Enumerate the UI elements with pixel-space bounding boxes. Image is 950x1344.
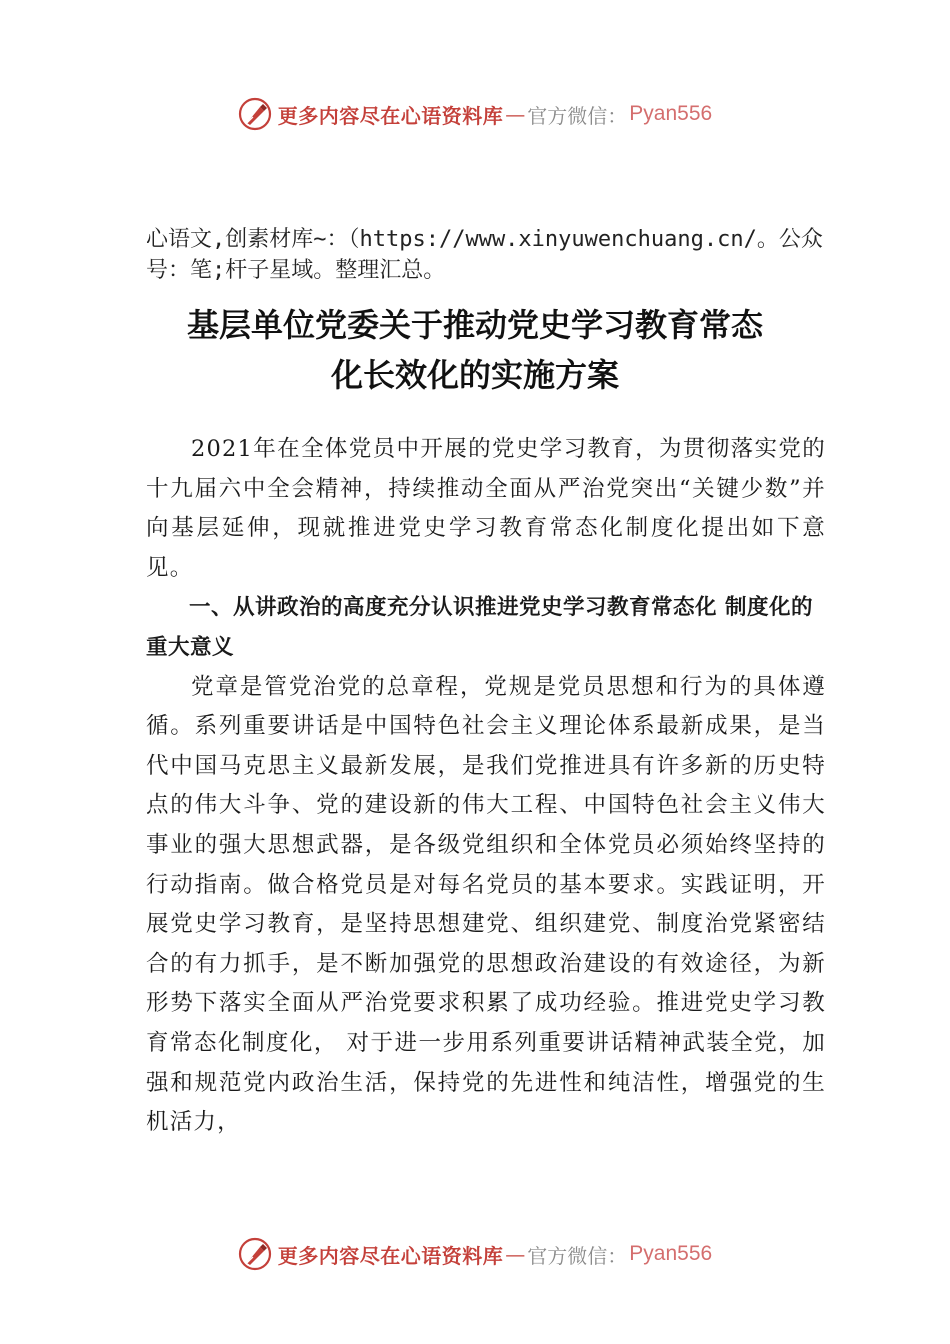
banner-separator: —: [505, 1242, 526, 1266]
banner-wechat-label: 官方微信：: [527, 1243, 628, 1268]
banner-wechat-id: Pyan556: [629, 102, 713, 125]
document-body: [146, 430, 826, 1143]
section-1-heading: 一、从讲政治的高度充分认识推进党史学习教育常态化 制度化的重大意义: [146, 595, 813, 660]
title-line-2: 化长效化的实施方案: [330, 356, 619, 394]
footer-watermark-banner: [0, 1234, 950, 1274]
banner-wechat-id: Pyan556: [629, 1242, 713, 1265]
title-line-1: 基层单位党委关于推动党史学习教育常态: [186, 306, 763, 344]
header-watermark-banner: [0, 94, 950, 134]
pen-nib-logo-icon: [238, 97, 272, 131]
pen-nib-logo-icon: [238, 1237, 272, 1271]
banner-brand-text: 更多内容尽在心语资料库: [277, 1243, 504, 1268]
section-1-paragraph: 党章是管党治党的总章程，党规是党员思想和行为的具体遵循。系列重要讲话是中国特色社会主义理论体系最新成果，是当代中国马克思主义最新发展，是我们党推进具有许多新的历史特点的伟大斗争、党的建设新的伟大工程、中国特色社会主义伟大事业的强大思想武器，是各级党组织和全体党员必须始终坚持的行动指南。做合格党员是对每名党员的基本要求。实践证明，开展党史学习教育，是坚持思想建党、组织建党、制度治党紧密结合的有力抓手，是不断加强党的思想政治建设的有效途径，为新形势下落实全面从严治党要求积累了成功经验。推进党史学习教育常态化制度化， 对于进一步用系列重要讲话精神武装全党，加强和规范党内政治生活，保持党的先进性和纯洁性，增强党的生机活力，: [146, 673, 826, 1136]
document-title: [130, 300, 820, 400]
intro-paragraph: 2021年在全体党员中开展的党史学习教育，为贯彻落实党的十九届六中全会精神，持续推动全面从严治党突出“关键少数”并向基层延伸，现就推进党史学习教育常态化制度化提出如下意见。: [146, 436, 826, 581]
source-note: 心语文,创素材库~：（https://www.xinyuwenchuang.cn/。公众号：笔;杆子星域。整理汇总。: [146, 227, 823, 283]
banner-separator: —: [505, 102, 526, 126]
banner-brand-text: 更多内容尽在心语资料库: [277, 103, 504, 128]
banner-wechat-label: 官方微信：: [527, 103, 628, 128]
